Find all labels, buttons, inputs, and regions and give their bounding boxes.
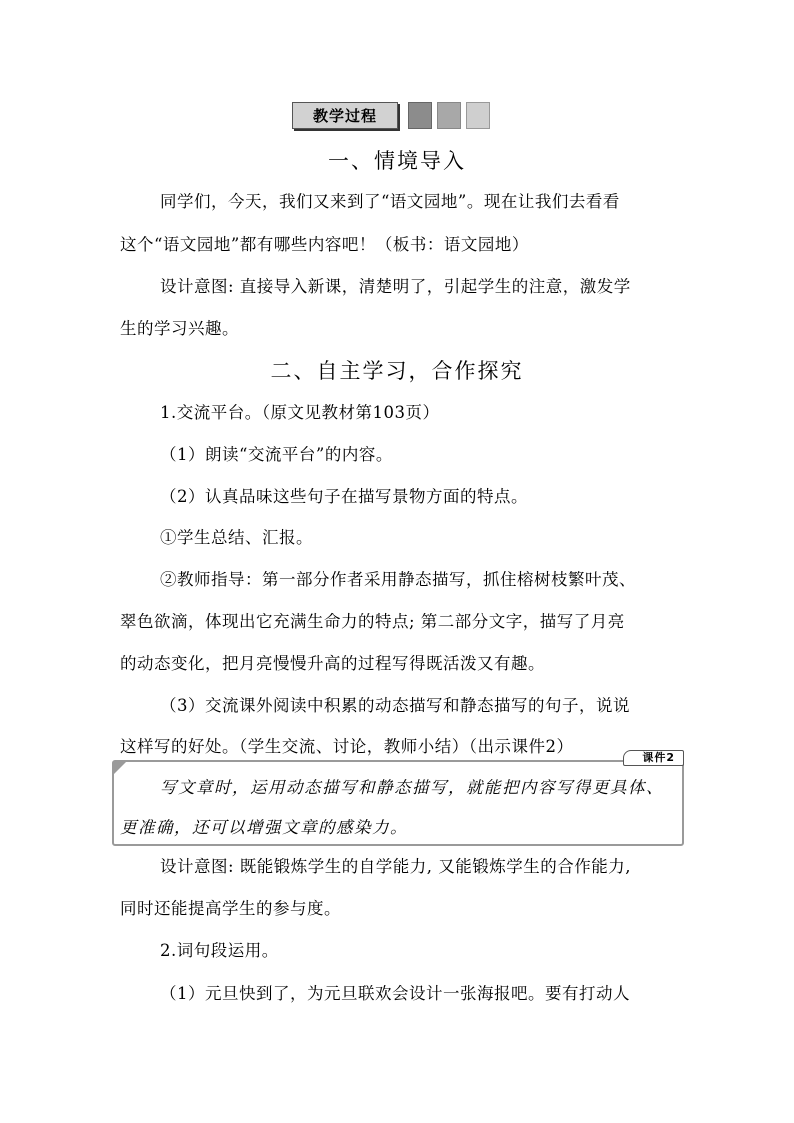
paragraph-line: 的动态变化，把月亮慢慢升高的过程写得既活泼又有趣。 (120, 654, 545, 673)
paragraph-line: 1.交流平台。（原文见教材第103页） (160, 403, 440, 422)
section-heading: 二、自主学习，合作探究 (270, 359, 524, 383)
paragraph-line: 这个“语文园地”都有哪些内容吧！（板书：语文园地） (120, 235, 529, 254)
courseware-corner-decor (114, 762, 126, 774)
courseware-box (112, 751, 684, 846)
paragraph-line: （1）朗读“交流平台”的内容。 (160, 445, 393, 464)
paragraph-line: 生的学习兴趣。 (120, 319, 239, 338)
paragraph-line: 设计意图: 既能锻炼学生的自学能力, 又能锻炼学生的合作能力, (160, 857, 632, 876)
paragraph-line: 翠色欲滴，体现出它充满生命力的特点; 第二部分文字，描写了月亮 (120, 612, 625, 631)
paragraph-line: 2.词句段运用。 (160, 941, 279, 960)
section-heading: 一、情境导入 (328, 149, 466, 173)
section-banner (292, 102, 490, 129)
banner-title: 教学过程 (292, 102, 398, 129)
paragraph-line: 同学们，今天，我们又来到了“语文园地”。现在让我们去看看 (160, 192, 620, 211)
paragraph-line: （1）元旦快到了，为元旦联欢会设计一张海报吧。要有打动人 (160, 984, 630, 1003)
banner-decor-square (437, 102, 461, 129)
paragraph-line: 设计意图: 直接导入新课，清楚明了，引起学生的注意，激发学 (160, 277, 631, 296)
paragraph-line: ②教师指导：第一部分作者采用静态描写，抓住榕树枝繁叶茂、 (160, 570, 636, 589)
banner-decor-square (408, 102, 432, 129)
paragraph-line: 这样写的好处。（学生交流、讨论，教师小结）（出示课件2） (120, 737, 574, 756)
banner-decor-square (466, 102, 490, 129)
paragraph-line: （2）认真品味这些句子在描写景物方面的特点。 (160, 487, 528, 506)
courseware-tab: 课件2 (623, 750, 684, 766)
courseware-line: 更准确，还可以增强文章的感染力。 (120, 818, 408, 837)
paragraph-line: 同时还能提高学生的参与度。 (120, 899, 341, 918)
courseware-line: 写文章时，运用动态描写和静态描写，就能把内容写得更具体、 (160, 778, 664, 797)
paragraph-line: ①学生总结、汇报。 (160, 528, 313, 547)
paragraph-line: （3）交流课外阅读中积累的动态描写和静态描写的句子，说说 (160, 696, 630, 715)
